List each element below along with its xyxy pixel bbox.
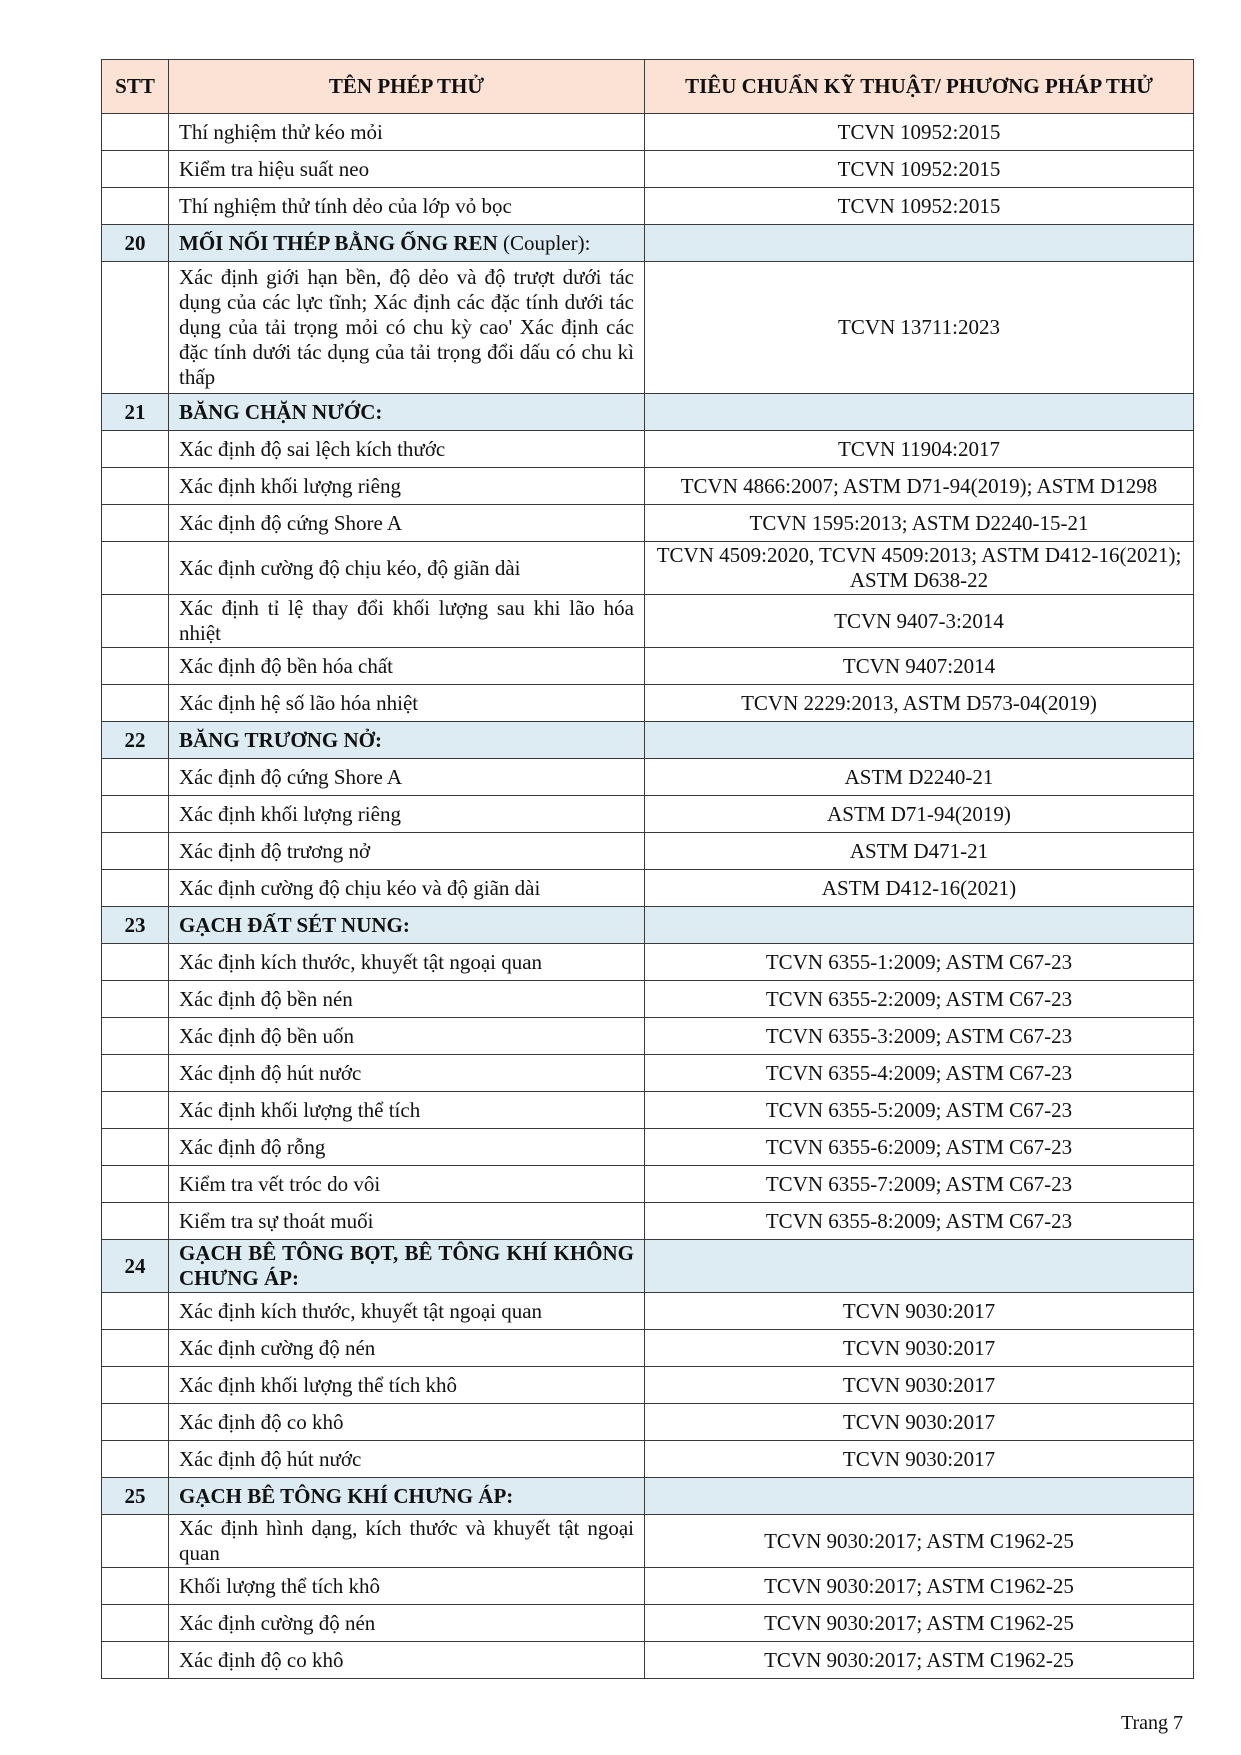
section-number: 21: [102, 394, 169, 431]
section-title: GẠCH ĐẤT SÉT NUNG:: [179, 912, 410, 937]
row-number-cell: [102, 648, 169, 685]
table-row: [102, 1092, 1194, 1129]
standard-cell: TCVN 6355-4:2009; ASTM C67-23: [645, 1055, 1194, 1092]
section-title-cell: [169, 1240, 645, 1293]
section-header-row: [102, 722, 1194, 759]
table-row: [102, 759, 1194, 796]
test-name-cell: Xác định độ bền nén: [169, 981, 645, 1018]
standard-cell: TCVN 9030:2017: [645, 1404, 1194, 1441]
standard-cell: TCVN 10952:2015: [645, 188, 1194, 225]
table-row: [102, 1367, 1194, 1404]
table-row: [102, 595, 1194, 648]
row-number-cell: [102, 833, 169, 870]
section-header-row: [102, 907, 1194, 944]
row-number-cell: [102, 1203, 169, 1240]
standard-cell: ASTM D471-21: [645, 833, 1194, 870]
table-row: [102, 1055, 1194, 1092]
standard-cell: TCVN 9030:2017: [645, 1293, 1194, 1330]
table-row: [102, 685, 1194, 722]
row-number-cell: [102, 1092, 169, 1129]
page-number: Trang 7: [1120, 1712, 1183, 1734]
section-standard-cell: [645, 225, 1194, 262]
table-row: [102, 188, 1194, 225]
table-row: [102, 1203, 1194, 1240]
row-number-cell: [102, 542, 169, 595]
standard-cell: TCVN 1595:2013; ASTM D2240-15-21: [645, 505, 1194, 542]
header-stt: STT: [102, 60, 169, 114]
table-row: [102, 262, 1194, 394]
row-number-cell: [102, 262, 169, 394]
standard-cell: TCVN 13711:2023: [645, 262, 1194, 394]
standard-cell: TCVN 6355-3:2009; ASTM C67-23: [645, 1018, 1194, 1055]
test-name-cell: Kiểm tra sự thoát muối: [169, 1203, 645, 1240]
test-name-cell: Xác định tỉ lệ thay đổi khối lượng sau khi lão hóa nhiệt: [169, 595, 645, 648]
standard-cell: TCVN 4509:2020, TCVN 4509:2013; ASTM D412-16(2021); ASTM D638-22: [645, 542, 1194, 595]
test-name-cell: Xác định khối lượng riêng: [169, 796, 645, 833]
table-body: [102, 114, 1194, 1679]
header-test-name: TÊN PHÉP THỬ: [169, 60, 645, 114]
standard-cell: TCVN 6355-5:2009; ASTM C67-23: [645, 1092, 1194, 1129]
section-title-suffix: (Coupler):: [497, 230, 591, 255]
section-title: BĂNG TRƯƠNG NỞ:: [179, 727, 383, 752]
row-number-cell: [102, 431, 169, 468]
row-number-cell: [102, 1642, 169, 1679]
row-number-cell: [102, 505, 169, 542]
section-number: 23: [102, 907, 169, 944]
test-name-cell: Xác định độ trương nở: [169, 833, 645, 870]
table-row: [102, 796, 1194, 833]
table-row: [102, 870, 1194, 907]
standard-cell: TCVN 9030:2017; ASTM C1962-25: [645, 1642, 1194, 1679]
section-header-row: [102, 1478, 1194, 1515]
test-name-cell: Xác định độ rỗng: [169, 1129, 645, 1166]
test-name-cell: Xác định độ bền hóa chất: [169, 648, 645, 685]
row-number-cell: [102, 1568, 169, 1605]
test-name-cell: Khối lượng thể tích khô: [169, 1568, 645, 1605]
table-row: [102, 1404, 1194, 1441]
row-number-cell: [102, 468, 169, 505]
row-number-cell: [102, 1515, 169, 1568]
section-header-row: [102, 1240, 1194, 1293]
section-title-cell: [169, 394, 645, 431]
table-row: [102, 151, 1194, 188]
table-row: [102, 1605, 1194, 1642]
section-header-row: [102, 394, 1194, 431]
standard-cell: TCVN 11904:2017: [645, 431, 1194, 468]
table-row: [102, 1293, 1194, 1330]
standard-cell: TCVN 9030:2017; ASTM C1962-25: [645, 1515, 1194, 1568]
table-row: [102, 1515, 1194, 1568]
row-number-cell: [102, 944, 169, 981]
test-name-cell: Xác định độ bền uốn: [169, 1018, 645, 1055]
section-number: 22: [102, 722, 169, 759]
table-row: [102, 1568, 1194, 1605]
standard-cell: TCVN 10952:2015: [645, 114, 1194, 151]
row-number-cell: [102, 870, 169, 907]
test-name-cell: Xác định hình dạng, kích thước và khuyết tật ngoại quan: [169, 1515, 645, 1568]
standard-cell: TCVN 9030:2017: [645, 1367, 1194, 1404]
row-number-cell: [102, 759, 169, 796]
standard-cell: TCVN 6355-6:2009; ASTM C67-23: [645, 1129, 1194, 1166]
row-number-cell: [102, 1018, 169, 1055]
section-title: GẠCH BÊ TÔNG KHÍ CHƯNG ÁP:: [179, 1483, 514, 1508]
standard-cell: ASTM D2240-21: [645, 759, 1194, 796]
row-number-cell: [102, 1330, 169, 1367]
section-standard-cell: [645, 722, 1194, 759]
section-standard-cell: [645, 394, 1194, 431]
section-header-row: [102, 225, 1194, 262]
standard-cell: TCVN 9030:2017: [645, 1330, 1194, 1367]
section-title: GẠCH BÊ TÔNG BỌT, BÊ TÔNG KHÍ KHÔNG CHƯNG ÁP:: [179, 1241, 634, 1290]
test-name-cell: Xác định độ sai lệch kích thước: [169, 431, 645, 468]
table-row: [102, 981, 1194, 1018]
test-name-cell: Xác định cường độ nén: [169, 1330, 645, 1367]
test-name-cell: Xác định độ hút nước: [169, 1055, 645, 1092]
standard-cell: TCVN 9407-3:2014: [645, 595, 1194, 648]
table-row: [102, 1129, 1194, 1166]
table-row: [102, 114, 1194, 151]
test-name-cell: Xác định cường độ chịu kéo, độ giãn dài: [169, 542, 645, 595]
section-standard-cell: [645, 907, 1194, 944]
test-standards-table: [101, 59, 1194, 1679]
standard-cell: TCVN 4866:2007; ASTM D71-94(2019); ASTM D1298: [645, 468, 1194, 505]
table-row: [102, 1018, 1194, 1055]
row-number-cell: [102, 1404, 169, 1441]
row-number-cell: [102, 1605, 169, 1642]
row-number-cell: [102, 188, 169, 225]
standard-cell: TCVN 6355-8:2009; ASTM C67-23: [645, 1203, 1194, 1240]
test-name-cell: Xác định độ co khô: [169, 1642, 645, 1679]
test-name-cell: Xác định độ hút nước: [169, 1441, 645, 1478]
test-name-cell: Xác định độ co khô: [169, 1404, 645, 1441]
row-number-cell: [102, 1367, 169, 1404]
row-number-cell: [102, 114, 169, 151]
standard-cell: TCVN 2229:2013, ASTM D573-04(2019): [645, 685, 1194, 722]
test-name-cell: Kiểm tra hiệu suất neo: [169, 151, 645, 188]
section-number: 25: [102, 1478, 169, 1515]
test-name-cell: Xác định khối lượng thể tích: [169, 1092, 645, 1129]
row-number-cell: [102, 1055, 169, 1092]
section-number: 20: [102, 225, 169, 262]
standard-cell: ASTM D71-94(2019): [645, 796, 1194, 833]
standard-cell: TCVN 10952:2015: [645, 151, 1194, 188]
standard-cell: TCVN 6355-2:2009; ASTM C67-23: [645, 981, 1194, 1018]
section-title: BĂNG CHẶN NƯỚC:: [179, 399, 383, 424]
standard-cell: TCVN 6355-1:2009; ASTM C67-23: [645, 944, 1194, 981]
standard-cell: TCVN 9407:2014: [645, 648, 1194, 685]
section-standard-cell: [645, 1478, 1194, 1515]
row-number-cell: [102, 151, 169, 188]
standard-cell: TCVN 9030:2017: [645, 1441, 1194, 1478]
test-name-cell: Xác định cường độ nén: [169, 1605, 645, 1642]
table-row: [102, 468, 1194, 505]
row-number-cell: [102, 685, 169, 722]
test-name-cell: Kiểm tra vết tróc do vôi: [169, 1166, 645, 1203]
test-name-cell: Xác định cường độ chịu kéo và độ giãn dài: [169, 870, 645, 907]
table-row: [102, 648, 1194, 685]
table-row: [102, 1166, 1194, 1203]
row-number-cell: [102, 1293, 169, 1330]
section-title-cell: [169, 225, 645, 262]
row-number-cell: [102, 595, 169, 648]
row-number-cell: [102, 796, 169, 833]
row-number-cell: [102, 1166, 169, 1203]
section-title-cell: [169, 907, 645, 944]
test-name-cell: Xác định khối lượng thể tích khô: [169, 1367, 645, 1404]
section-title-cell: [169, 1478, 645, 1515]
test-name-cell: Xác định độ cứng Shore A: [169, 505, 645, 542]
test-name-cell: Thí nghiệm thử kéo mỏi: [169, 114, 645, 151]
section-title: MỐI NỐI THÉP BẰNG ỐNG REN: [179, 230, 498, 255]
test-name-cell: Xác định kích thước, khuyết tật ngoại quan: [169, 944, 645, 981]
table-row: [102, 1330, 1194, 1367]
section-standard-cell: [645, 1240, 1194, 1293]
header-standard: TIÊU CHUẨN KỸ THUẬT/ PHƯƠNG PHÁP THỬ: [645, 60, 1194, 114]
section-number: 24: [102, 1240, 169, 1293]
row-number-cell: [102, 981, 169, 1018]
standard-cell: TCVN 6355-7:2009; ASTM C67-23: [645, 1166, 1194, 1203]
table-row: [102, 542, 1194, 595]
test-name-cell: Xác định hệ số lão hóa nhiệt: [169, 685, 645, 722]
standard-cell: TCVN 9030:2017; ASTM C1962-25: [645, 1568, 1194, 1605]
test-name-cell: Thí nghiệm thử tính dẻo của lớp vỏ bọc: [169, 188, 645, 225]
standard-cell: TCVN 9030:2017; ASTM C1962-25: [645, 1605, 1194, 1642]
test-name-cell: Xác định kích thước, khuyết tật ngoại quan: [169, 1293, 645, 1330]
table-header-row: [102, 60, 1194, 114]
table-row: [102, 833, 1194, 870]
standard-cell: ASTM D412-16(2021): [645, 870, 1194, 907]
row-number-cell: [102, 1129, 169, 1166]
table-row: [102, 944, 1194, 981]
table-row: [102, 1642, 1194, 1679]
table-row: [102, 505, 1194, 542]
table-row: [102, 431, 1194, 468]
test-name-cell: Xác định độ cứng Shore A: [169, 759, 645, 796]
row-number-cell: [102, 1441, 169, 1478]
test-name-cell: Xác định khối lượng riêng: [169, 468, 645, 505]
section-title-cell: [169, 722, 645, 759]
table-row: [102, 1441, 1194, 1478]
test-name-cell: Xác định giới hạn bền, độ dẻo và độ trượt dưới tác dụng của các lực tĩnh; Xác định các đặc tính dưới tác dụng của tải trọng mỏi có chu kỳ cao' Xác định các đặc tính dưới tác dụng của tải trọng đổi dấu có chu kì thấp: [169, 262, 645, 394]
